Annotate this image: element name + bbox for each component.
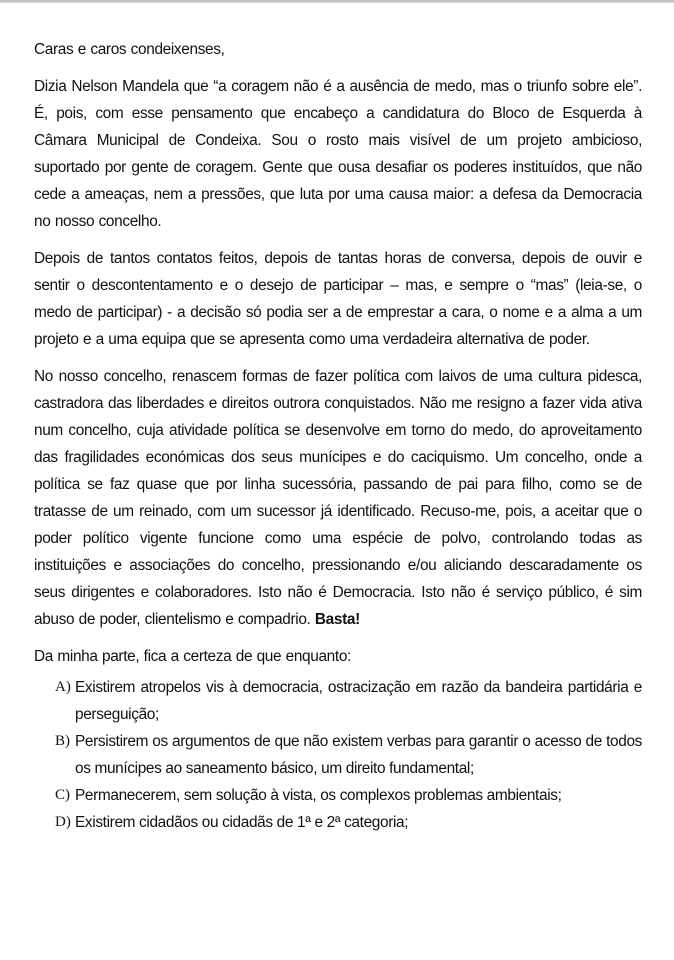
list-item-text: Permanecerem, sem solução à vista, os complexos problemas ambientais;: [75, 787, 562, 804]
letter-body: [34, 36, 642, 836]
salutation: Caras e caros condeixenses,: [34, 41, 225, 58]
list-marker: B): [55, 733, 70, 749]
list-item: [34, 809, 642, 836]
list-item: [34, 728, 642, 782]
top-border: [0, 0, 674, 3]
list-item: [34, 782, 642, 809]
list-item: [34, 674, 642, 728]
list-item-text: Persistirem os argumentos de que não existem verbas para garantir o acesso de todos os munícipes ao saneamento básico, um direito fundamental;: [75, 733, 642, 777]
list-marker: A): [55, 679, 71, 695]
emphasis-basta: Basta!: [314, 611, 360, 628]
list-intro: Da minha parte, fica a certeza de que enquanto:: [34, 648, 351, 665]
paragraph-decision: Depois de tantos contatos feitos, depois de tantas horas de conversa, depois de ouvir e sentir o descontentamento e o desejo de participar – mas, e sempre o “mas” (leia-se, o medo de participar) - a decisão só podia ser a de emprestar a cara, o nome e a alma a um projeto e a uma equipa que se apresenta como uma verdadeira alternativa de poder.: [34, 250, 642, 348]
list-item-text: Existirem atropelos vis à democracia, ostracização em razão da bandeira partidária e perseguição;: [75, 679, 642, 723]
list-marker: C): [55, 787, 70, 803]
paragraph-critique: [34, 363, 642, 633]
list-marker: D): [55, 814, 71, 830]
paragraph-critique-text: No nosso concelho, renascem formas de fazer política com laivos de uma cultura pidesca, castradora das liberdades e direitos outrora conquistados. Não me resigno a fazer vida ativa num concelho, cuja atividade política se desenvolve em torno do medo, do aproveitamento das fragilidades económicas dos seus munícipes e do caciquismo. Um concelho, onde a política se faz quase que por linha sucessória, passando de pai para filho, como se de tratasse de um reinado, com um sucessor já identificado. Recuso-me, pois, a aceitar que o poder político vigente funcione como uma espécie de polvo, controlando todas as instituições e associações do concelho, pressionando e/ou aliciando descaradamente os seus dirigentes e colaboradores. Isto não é Democracia. Isto não é serviço público, é sim abuso de poder, clientelismo e compadrio.: [34, 368, 642, 628]
paragraph-mandela-quote: Dizia Nelson Mandela que “a coragem não é a ausência de medo, mas o triunfo sobre ele”. É, pois, com esse pensamento que encabeço a candidatura do Bloco de Esquerda à Câmara Municipal de Condeixa. Sou o rosto mais visível de um projeto ambicioso, suportado por gente de coragem. Gente que ousa desafiar os poderes instituídos, que não cede a ameaças, nem a pressões, que luta por uma causa maior: a defesa da Democracia no nosso concelho.: [34, 78, 642, 230]
commitment-list: [34, 674, 642, 836]
list-item-text: Existirem cidadãos ou cidadãs de 1ª e 2ª categoria;: [75, 814, 409, 831]
